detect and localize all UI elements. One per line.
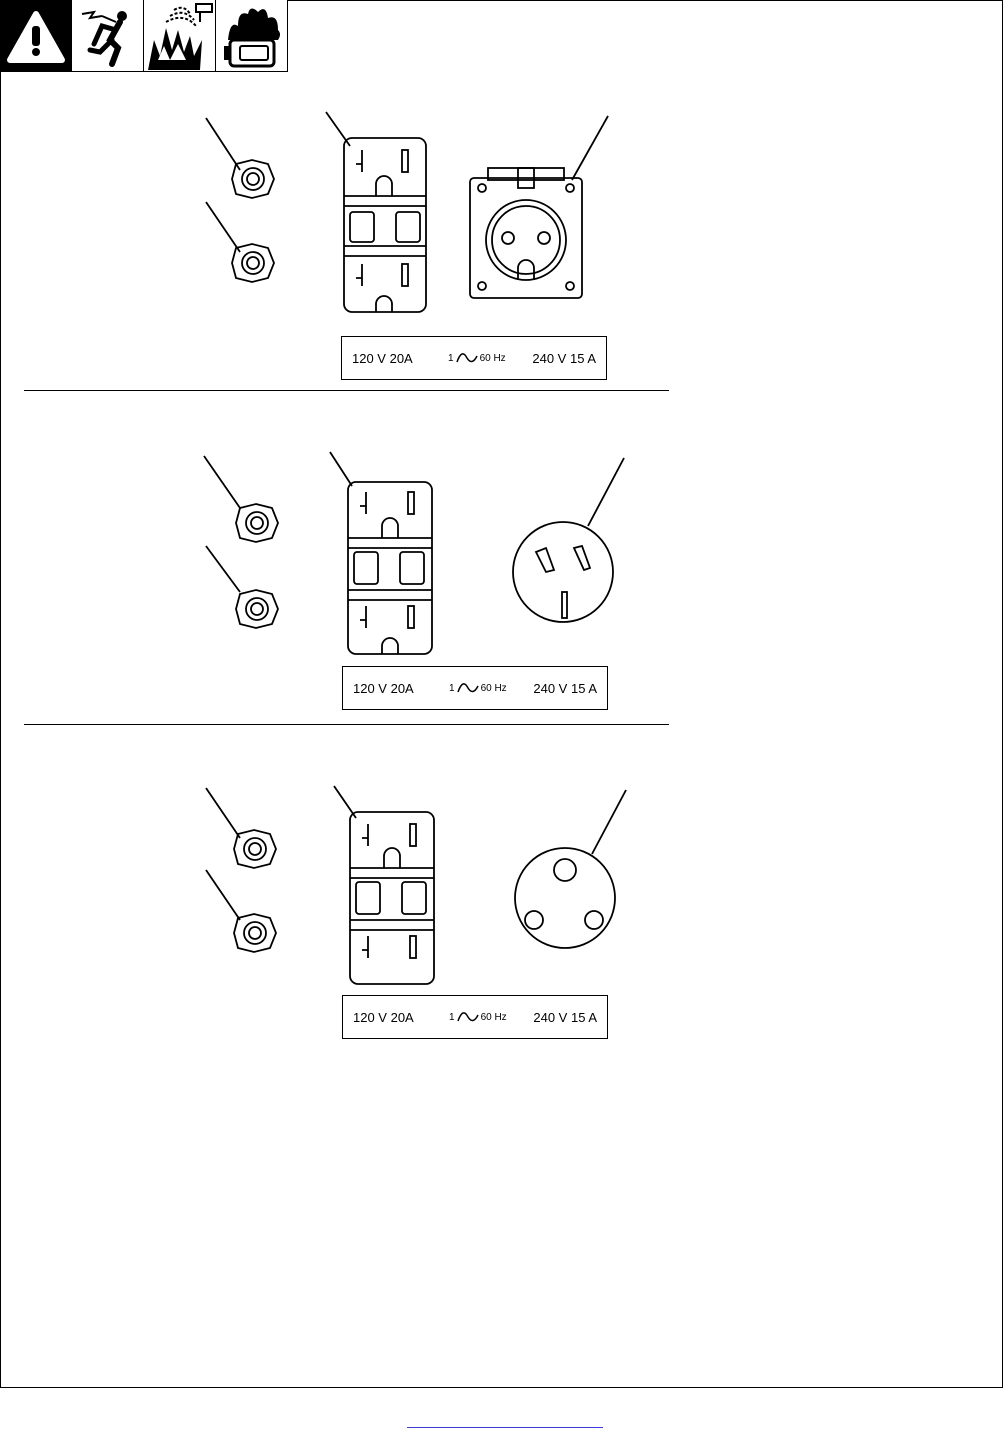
frequency-label: 60 Hz xyxy=(479,352,506,364)
rating-240v: 240 V 15 A xyxy=(532,350,596,366)
rating-240v: 240 V 15 A xyxy=(533,680,597,696)
frequency-label: 60 Hz xyxy=(480,1011,507,1023)
phase-count: 1 xyxy=(449,682,455,694)
warning-triangle-icon xyxy=(0,0,72,72)
electric-shock-icon xyxy=(72,0,144,72)
rating-120v: 120 V 20A xyxy=(353,1009,414,1025)
rating-120v: 120 V 20A xyxy=(352,350,413,366)
sine-wave-icon xyxy=(457,682,479,694)
fire-hazard-icon xyxy=(216,0,288,72)
explosion-icon xyxy=(144,0,216,72)
hazard-icon-strip xyxy=(0,0,288,72)
rating-120v: 120 V 20A xyxy=(353,680,414,696)
phase-rating xyxy=(449,1011,527,1023)
rating-label-plate xyxy=(342,666,608,710)
sine-wave-icon xyxy=(457,1011,479,1023)
receptacle-figure-section-2 xyxy=(0,430,700,720)
footer-link-underline[interactable] xyxy=(407,1427,603,1428)
phase-rating xyxy=(449,682,527,694)
phase-count: 1 xyxy=(449,1011,455,1023)
rating-label-plate xyxy=(341,336,607,380)
rating-240v: 240 V 15 A xyxy=(533,1009,597,1025)
sine-wave-icon xyxy=(456,352,478,364)
frequency-label: 60 Hz xyxy=(480,682,507,694)
receptacle-figure-section-3 xyxy=(0,760,700,1050)
receptacle-figure-section-1 xyxy=(0,100,700,390)
phase-count: 1 xyxy=(448,352,454,364)
rating-label-plate xyxy=(342,995,608,1039)
phase-rating xyxy=(448,352,526,364)
section-divider xyxy=(24,390,669,391)
section-divider xyxy=(24,724,669,725)
